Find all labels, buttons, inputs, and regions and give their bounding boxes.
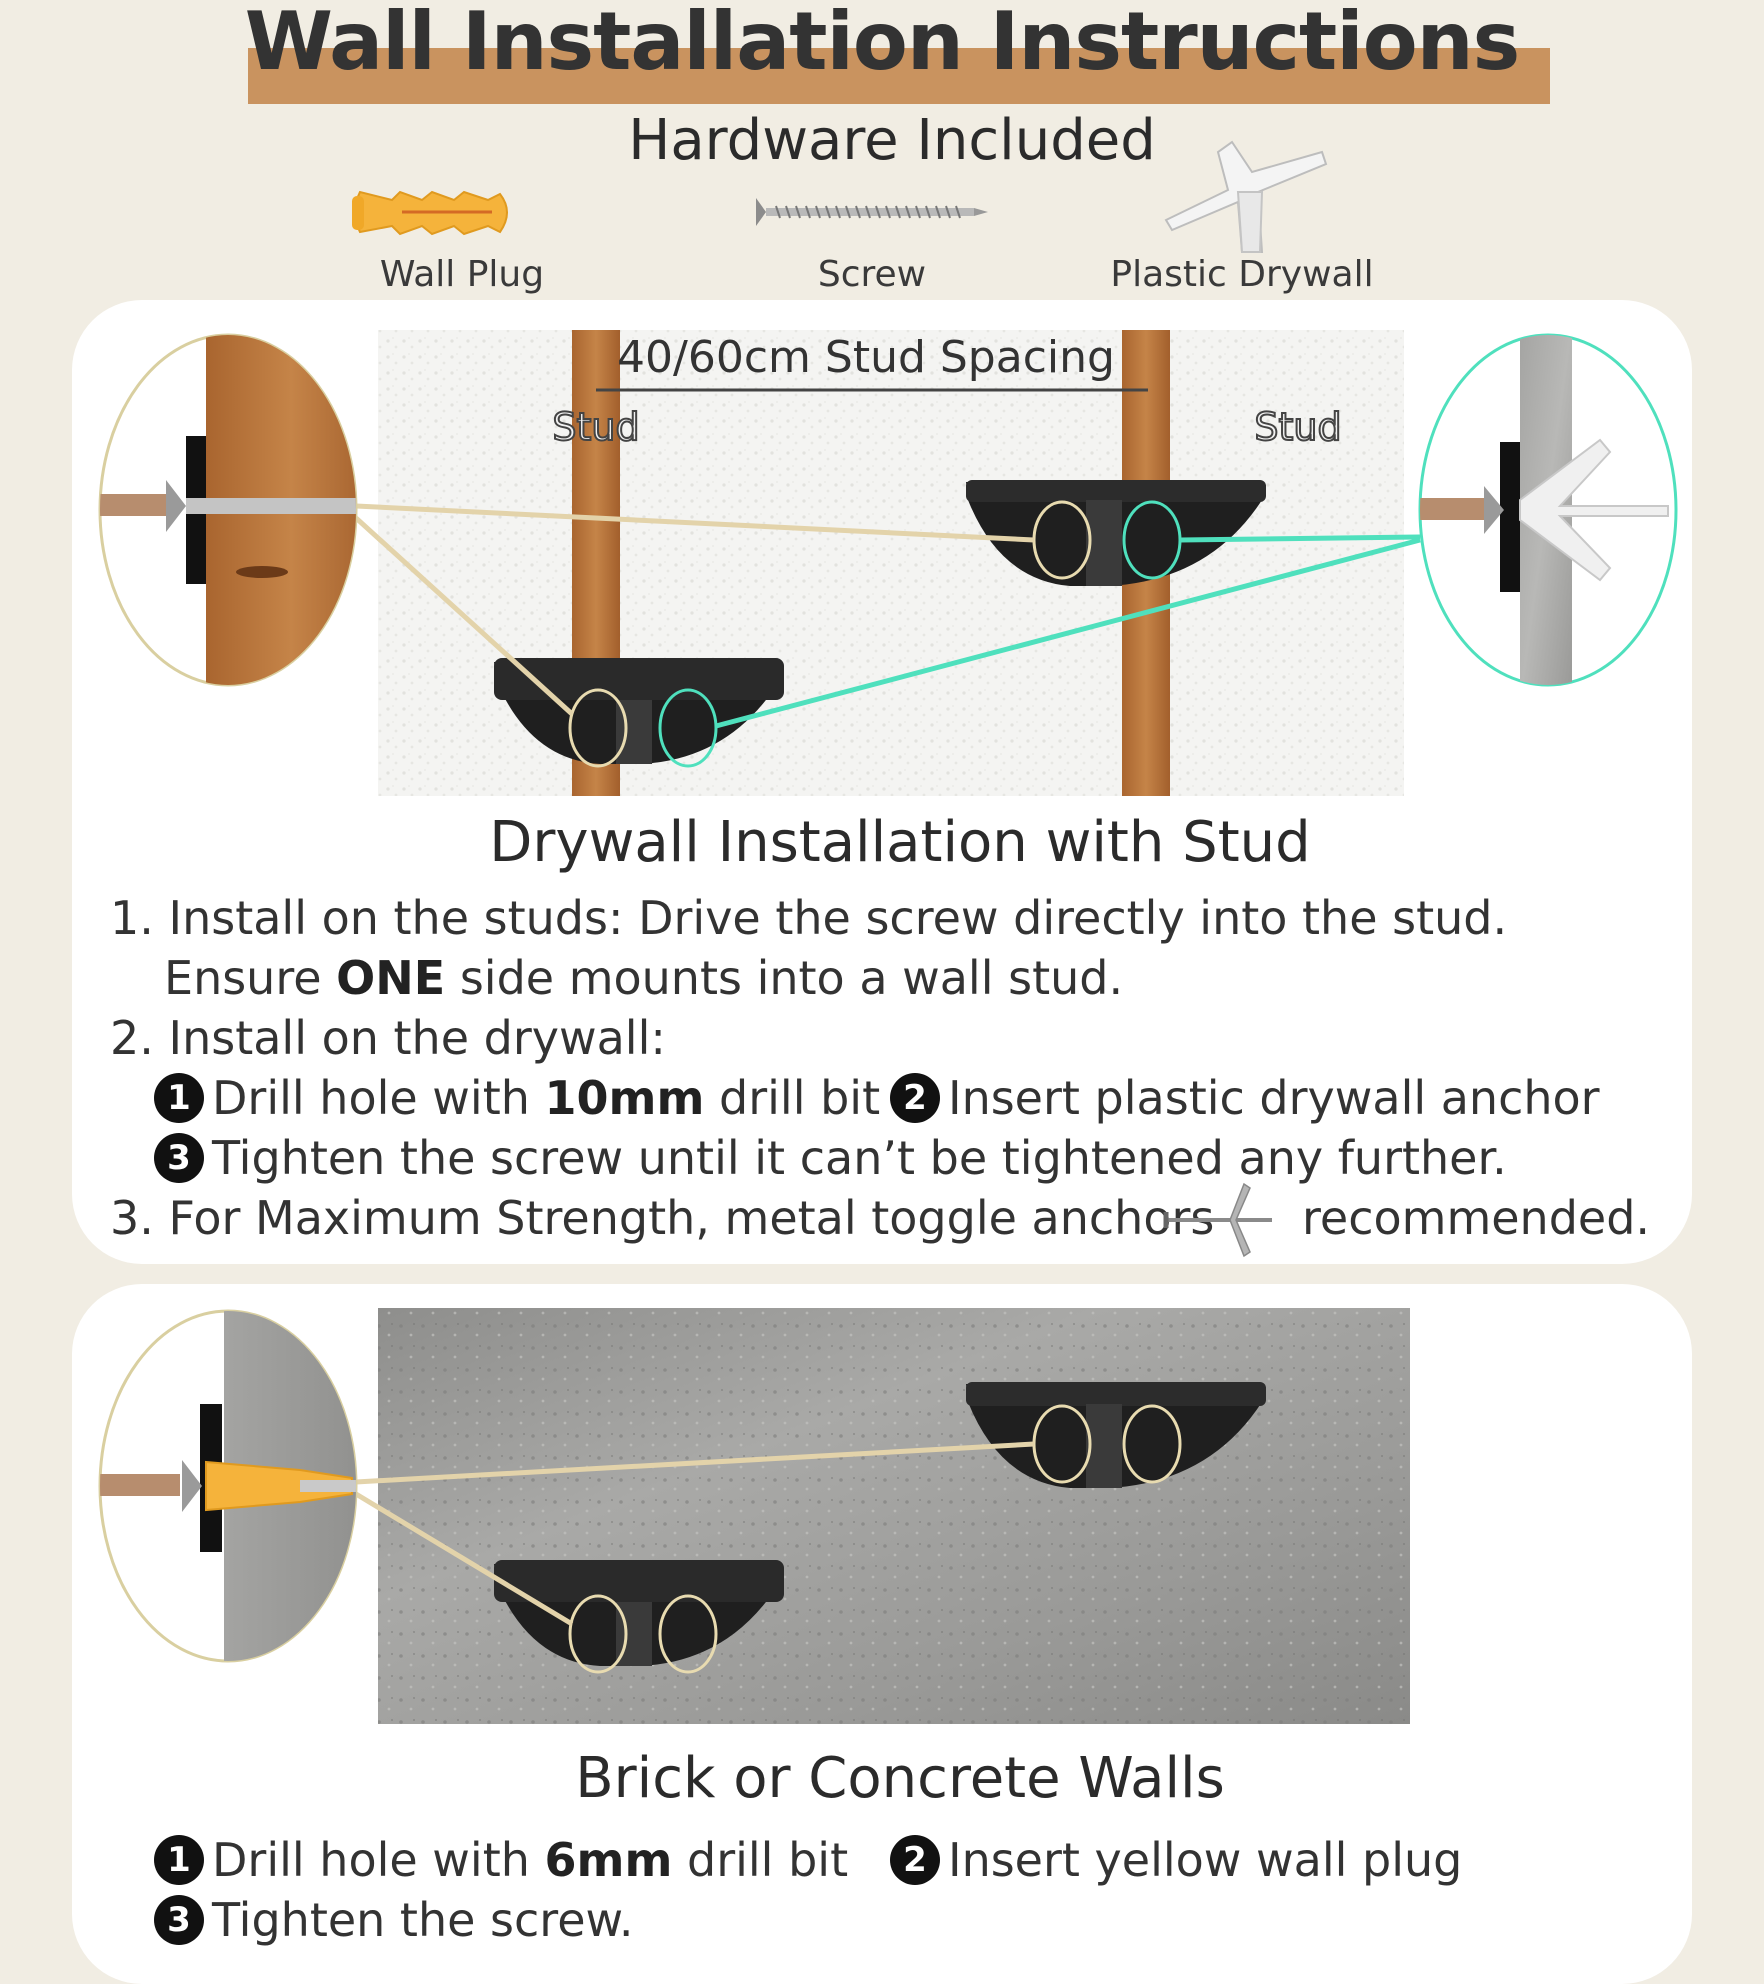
concrete-substep-2: 2 Insert yellow wall plug bbox=[890, 1832, 1462, 1889]
drywall-substep-1: 1 Drill hole with 10mm drill bit bbox=[154, 1070, 880, 1127]
hardware-title: Hardware Included bbox=[628, 108, 1156, 173]
step-number-badge: 3 bbox=[154, 1895, 204, 1945]
drywall-substep-3: 3 Tighten the screw until it can’t be tightened any further. bbox=[154, 1130, 1507, 1187]
drywall-step-3-end: recommended. bbox=[1302, 1191, 1651, 1245]
spacing-label: 40/60cm Stud Spacing bbox=[617, 332, 1115, 383]
stud-label-right: Stud bbox=[1254, 405, 1342, 449]
page-title: Wall Installation Instructions bbox=[244, 0, 1520, 88]
step-number-badge: 2 bbox=[890, 1073, 940, 1123]
step-number-badge: 1 bbox=[154, 1835, 204, 1885]
hardware-label-wall-plug: Wall Plug bbox=[379, 254, 545, 295]
step-number-badge: 2 bbox=[890, 1835, 940, 1885]
hardware-label-drywall-anchor: Plastic Drywall bbox=[1110, 254, 1374, 295]
stud-label-left: Stud bbox=[552, 405, 640, 449]
drywall-title: Drywall Installation with Stud bbox=[489, 810, 1311, 875]
concrete-substep-1: 1 Drill hole with 6mm drill bit bbox=[154, 1832, 848, 1889]
hardware-label-screw: Screw bbox=[817, 254, 927, 295]
drywall-step-3: 3. For Maximum Strength, metal toggle anchors bbox=[110, 1191, 1215, 1245]
step-number-badge: 3 bbox=[154, 1133, 204, 1183]
detail-wall-plug bbox=[100, 1300, 374, 1680]
concrete-substep-3: 3 Tighten the screw. bbox=[154, 1892, 634, 1949]
concrete-title: Brick or Concrete Walls bbox=[575, 1746, 1225, 1811]
drywall-step-1: 1. Install on the studs: Drive the screw directly into the stud. bbox=[110, 891, 1508, 945]
step-number-badge: 1 bbox=[154, 1073, 204, 1123]
drywall-step-2: 2. Install on the drywall: bbox=[110, 1011, 666, 1065]
drywall-substep-2: 2 Insert plastic drywall anchor bbox=[890, 1070, 1600, 1127]
drywall-step-1b: Ensure ONE side mounts into a wall stud. bbox=[164, 951, 1124, 1005]
